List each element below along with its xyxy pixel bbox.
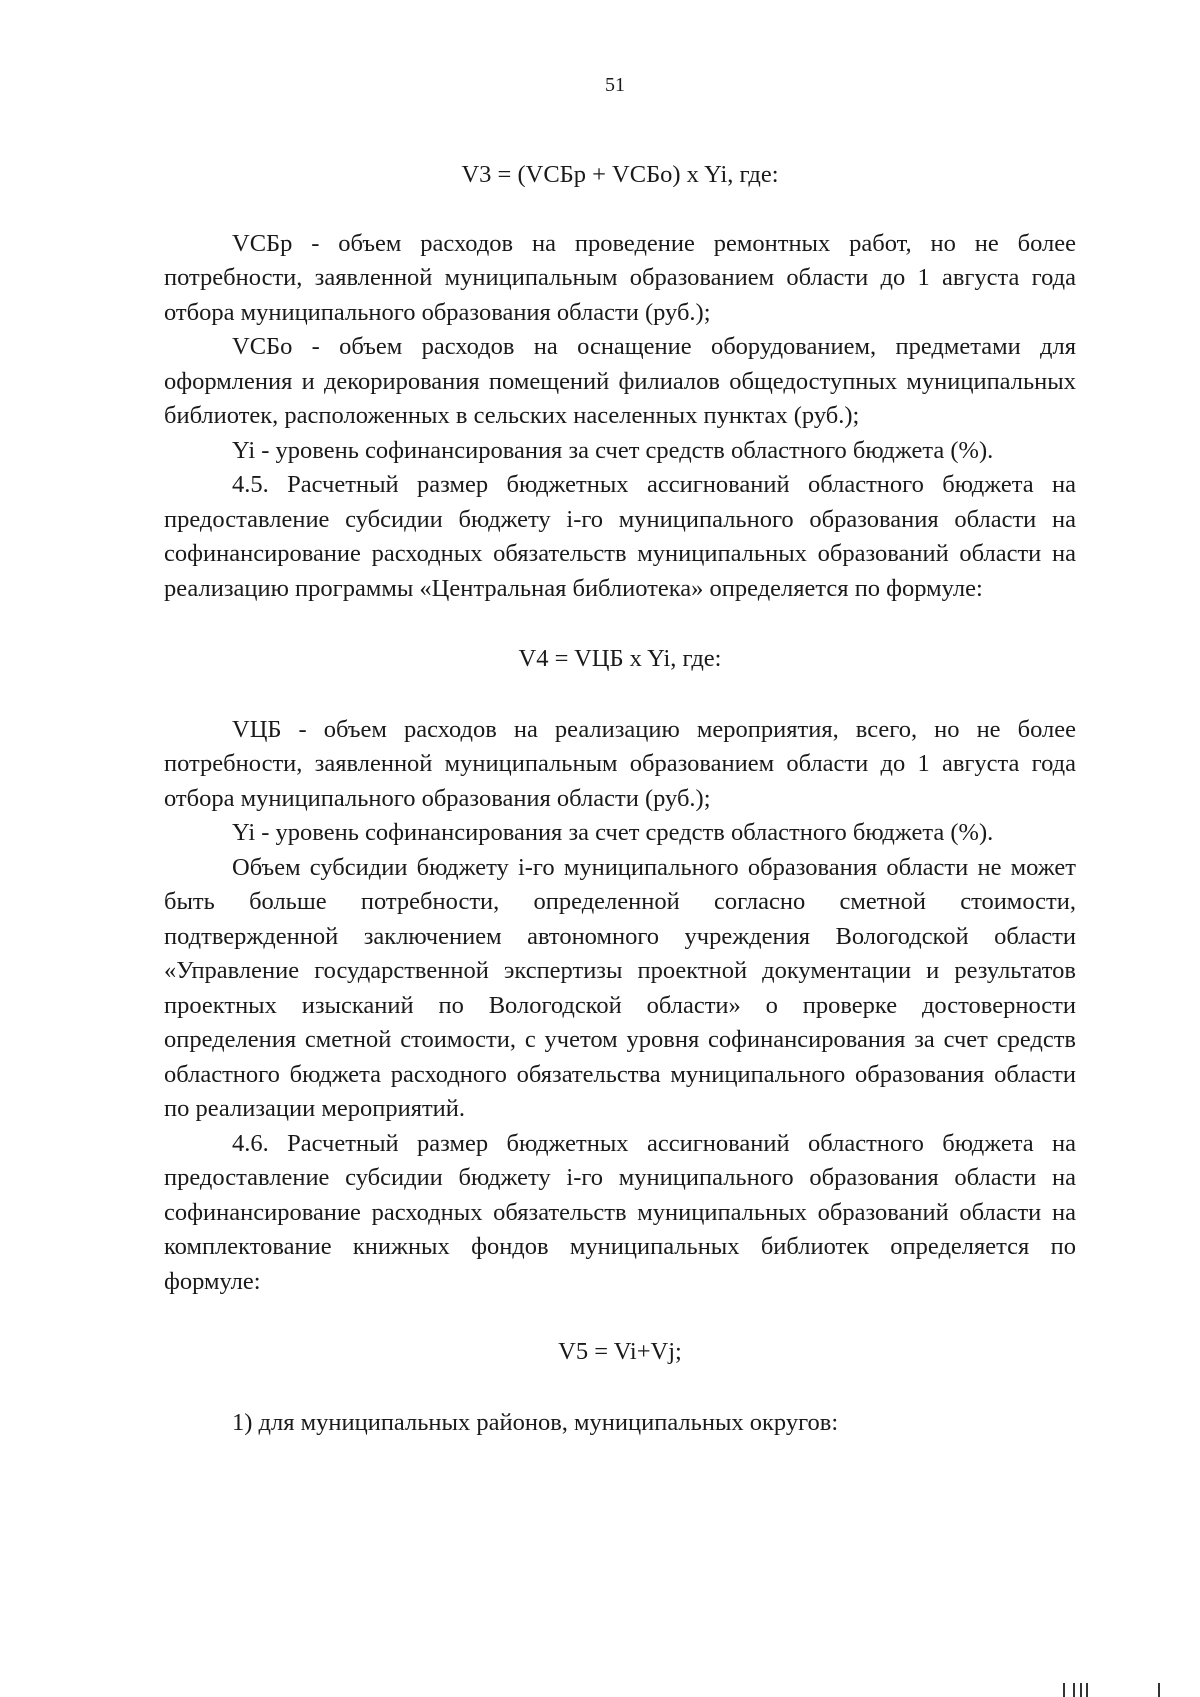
scan-mark <box>1073 1683 1075 1697</box>
scan-mark <box>1080 1683 1082 1697</box>
page-number: 51 <box>605 74 625 96</box>
formula-v3: V3 = (VСБр + VСБо) x Yi, где: <box>461 161 779 188</box>
paragraph-vcb: VЦБ - объем расходов на реализацию мероприятия, всего, но не более потребности, заявленной муниципальным образованием области до 1 августа года отбора муниципального образования области (руб.); <box>164 715 1076 812</box>
scan-mark <box>1086 1683 1088 1697</box>
formula-v5: V5 = Vi+Vj; <box>558 1338 682 1365</box>
paragraph-yi-2: Yi - уровень софинансирования за счет средств областного бюджета (%). <box>232 819 994 846</box>
document-body <box>164 160 1076 1440</box>
paragraph-4-5: 4.5. Расчетный размер бюджетных ассигнований областного бюджета на предоставление субсидии бюджету i-го муниципального образования области на софинансирование расходных обязательств муниципальных образований области на реализацию программы «Центральная библиотека» определяется по формуле: <box>164 471 1076 602</box>
scan-mark <box>1063 1683 1065 1697</box>
paragraph-vsbr: VСБр - объем расходов на проведение ремонтных работ, но не более потребности, заявленной муниципальным образованием области до 1 августа года отбора муниципального образования области (руб.); <box>164 229 1076 326</box>
paragraph-item-1: 1) для муниципальных районов, муниципальных округов: <box>232 1408 839 1436</box>
paragraph-yi-1: Yi - уровень софинансирования за счет средств областного бюджета (%). <box>232 436 994 464</box>
paragraph-subsidy: Объем субсидии бюджету i-го муниципального образования области не может быть больше потребности, определенной согласно сметной стоимости, подтвержденной заключением автономного учреждения Вологодской области «Управление государственной экспертизы проектной документации и результатов проектных изысканий по Вологодской области» о проверке достоверности определения сметной стоимости, с учетом уровня софинансирования за счет средств областного бюджета расходного обязательства муниципального образования области по реализации мероприятий. <box>164 853 1076 1122</box>
formula-v4: V4 = VЦБ x Yi, где: <box>518 645 722 672</box>
paragraph-vsbo: VСБо - объем расходов на оснащение оборудованием, предметами для оформления и декорирования помещений филиалов общедоступных муниципальных библиотек, расположенных в сельских населенных пунктах (руб.); <box>164 333 1076 429</box>
paragraph-4-6: 4.6. Расчетный размер бюджетных ассигнований областного бюджета на предоставление субсидии бюджету i-го муниципального образования области на софинансирование расходных обязательств муниципальных образований области на комплектование книжных фондов муниципальных библиотек определяется по формуле: <box>164 1129 1076 1295</box>
scan-mark <box>1158 1683 1160 1697</box>
